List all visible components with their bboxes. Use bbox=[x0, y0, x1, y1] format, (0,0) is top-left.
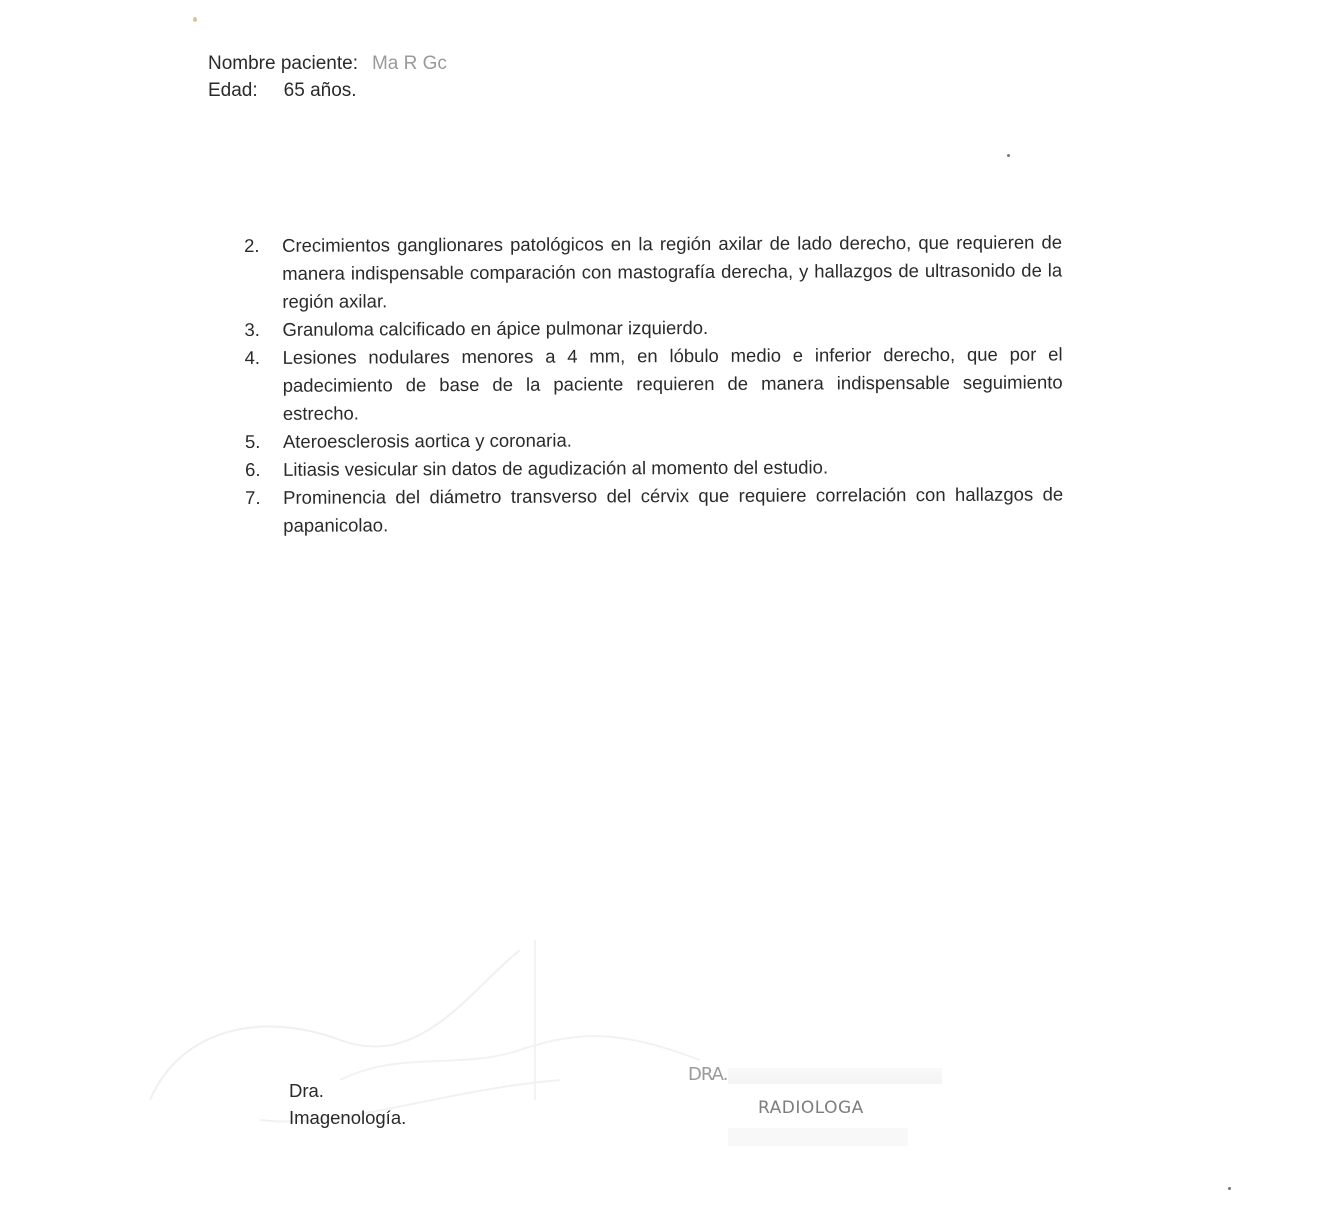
patient-age-value: 65 años. bbox=[283, 80, 357, 101]
radiologist-stamp bbox=[688, 1064, 948, 1154]
finding-text: Ateroesclerosis aortica y coronaria. bbox=[282, 429, 572, 452]
finding-item bbox=[244, 228, 1062, 316]
scan-speck bbox=[1228, 1187, 1231, 1190]
signature-doctor-title: Dra. bbox=[289, 1080, 324, 1101]
patient-header bbox=[208, 50, 447, 104]
finding-number: 4. bbox=[244, 346, 261, 368]
finding-number: 7. bbox=[245, 486, 261, 508]
finding-item bbox=[244, 340, 1062, 428]
scan-speck bbox=[193, 17, 197, 22]
patient-name-label: Nombre paciente: bbox=[208, 53, 358, 74]
patient-age-row bbox=[208, 77, 447, 104]
finding-text: Lesiones nodulares menores a 4 mm, en lóbulo medio e inferior derecho, que por el padecimiento de base de la paciente requieren de manera indispensable seguimiento estrecho. bbox=[282, 343, 1063, 424]
signature-block bbox=[289, 1077, 406, 1131]
finding-item bbox=[245, 424, 1063, 456]
patient-name-row bbox=[208, 50, 447, 77]
signature-specialty: Imagenología. bbox=[289, 1107, 407, 1128]
stamp-redacted-name bbox=[728, 1068, 942, 1084]
finding-number: 6. bbox=[244, 458, 261, 480]
patient-name-value: Ma R Gc bbox=[371, 53, 447, 74]
finding-text: Prominencia del diámetro transverso del cérvix que requiere correlación con hallazgos de papanicolao. bbox=[283, 483, 1064, 536]
finding-text: Litiasis vesicular sin datos de agudización al momento del estudio. bbox=[282, 456, 829, 480]
findings-list bbox=[244, 228, 1063, 540]
patient-age-label: Edad: bbox=[208, 80, 258, 101]
stamp-prefix: DRA. bbox=[688, 1064, 728, 1085]
finding-text: Crecimientos ganglionares patológicos en la región axilar de lado derecho, que requieren de manera indispensable comparación con mastografía derecha, y hallazgos de ultrasonido de la región axilar. bbox=[282, 231, 1063, 312]
finding-number: 3. bbox=[244, 318, 260, 340]
finding-number: 2. bbox=[244, 234, 260, 256]
stamp-redacted-line bbox=[728, 1128, 908, 1146]
finding-item bbox=[244, 312, 1062, 344]
scan-speck bbox=[1007, 154, 1010, 157]
finding-item bbox=[245, 452, 1063, 484]
stamp-title: RADIOLOGA bbox=[758, 1098, 864, 1118]
finding-item bbox=[245, 480, 1063, 540]
finding-number: 5. bbox=[244, 430, 261, 452]
finding-text: Granuloma calcificado en ápice pulmonar izquierdo. bbox=[282, 316, 709, 340]
